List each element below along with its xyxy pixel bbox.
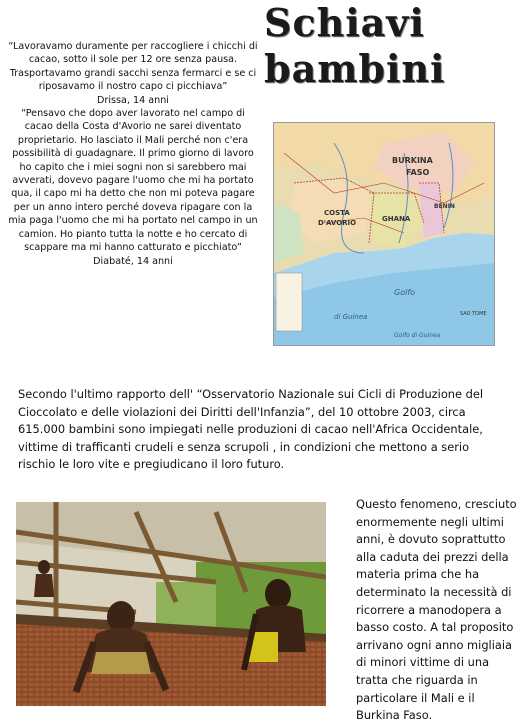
side-paragraph: Questo fenomeno, cresciuto enormemente negli ultimi anni, è dovuto soprattutto alla caduta dei prezzi della materia prima che ha determinato la necessità di ricorrere a manodopera a basso costo. A tal proposito arrivano ogni anno migliaia di minori vittime di una tratta che riguarda in particolare il Mali e il Burkina Faso. bbox=[356, 497, 517, 723]
intro-paragraph: Secondo l'ultimo rapporto dell' “Osservatorio Nazionale sui Cicli di Produzione del Cioccolato e delle violazioni dei Diritti dell'Infanzia”, del 10 ottobre 2003, circa 615.000 bambini sono impiegati nelle produzioni di cacao nell'Africa Occidentale, vittime di trafficanti crudeli e senza scrupoli , in condizioni che mettono a serio rischio le loro vite e pregiudicano il loro futuro. bbox=[18, 387, 484, 471]
testimony-quotes bbox=[8, 40, 258, 268]
quote-text-2: “Pensavo che dopo aver lavorato nel campo di cacao della Costa d'Avorio ne sarei diventato proprietario. Ho lasciato il Mali perché non c'era possibilità di guadagnare. Il primo giorno di lavoro ho capito che i miei sogni non si sarebbero mai avverati, dovevo pagare l'uomo che mi ha portato qua, il capo mi ha detto che non mi poteva pagare per un anno intero perché doveva ripagare con la mia paga l'uomo che mi ha portato nel campo in un camion. Ho pianto tutta la notte e ho cercato di scappare ma mi hanno catturato e picchiato” bbox=[8, 108, 258, 254]
quote-author-2: Diabaté, 14 anni bbox=[93, 255, 173, 267]
map-label-golfo-guinea: Golfo di Guinea bbox=[394, 332, 441, 339]
map-label-faso: FASO bbox=[406, 168, 430, 177]
cocoa-drying-photo bbox=[16, 502, 326, 706]
map-label-ghana: GHANA bbox=[382, 215, 411, 223]
west-africa-map bbox=[273, 122, 495, 346]
map-label-sao-tome: SAO TOME bbox=[460, 311, 487, 317]
map-label-golfo: Golfo bbox=[394, 288, 416, 297]
photo-image bbox=[16, 502, 326, 706]
map-image bbox=[274, 123, 494, 345]
title-line-1: Schiavi bbox=[264, 0, 425, 45]
map-label-davorio: D'AVORIO bbox=[318, 219, 357, 227]
page-title bbox=[264, 0, 514, 92]
quote-author-1: Drissa, 14 anni bbox=[97, 94, 169, 106]
map-label-benin: BENIN bbox=[434, 203, 455, 210]
map-label-di-guinea: di Guinea bbox=[334, 313, 368, 321]
quote-text-1: “Lavoravamo duramente per raccogliere i chicchi di cacao, sotto il sole per 12 ore senza pausa. Trasportavamo grandi sacchi senza fermarci e se ci riposavamo il nostro capo ci picchiava” bbox=[8, 41, 258, 93]
map-label-burkina: BURKINA bbox=[392, 156, 433, 165]
map-label-costa: COSTA bbox=[324, 209, 350, 217]
title-line-2: bambini bbox=[264, 46, 446, 91]
